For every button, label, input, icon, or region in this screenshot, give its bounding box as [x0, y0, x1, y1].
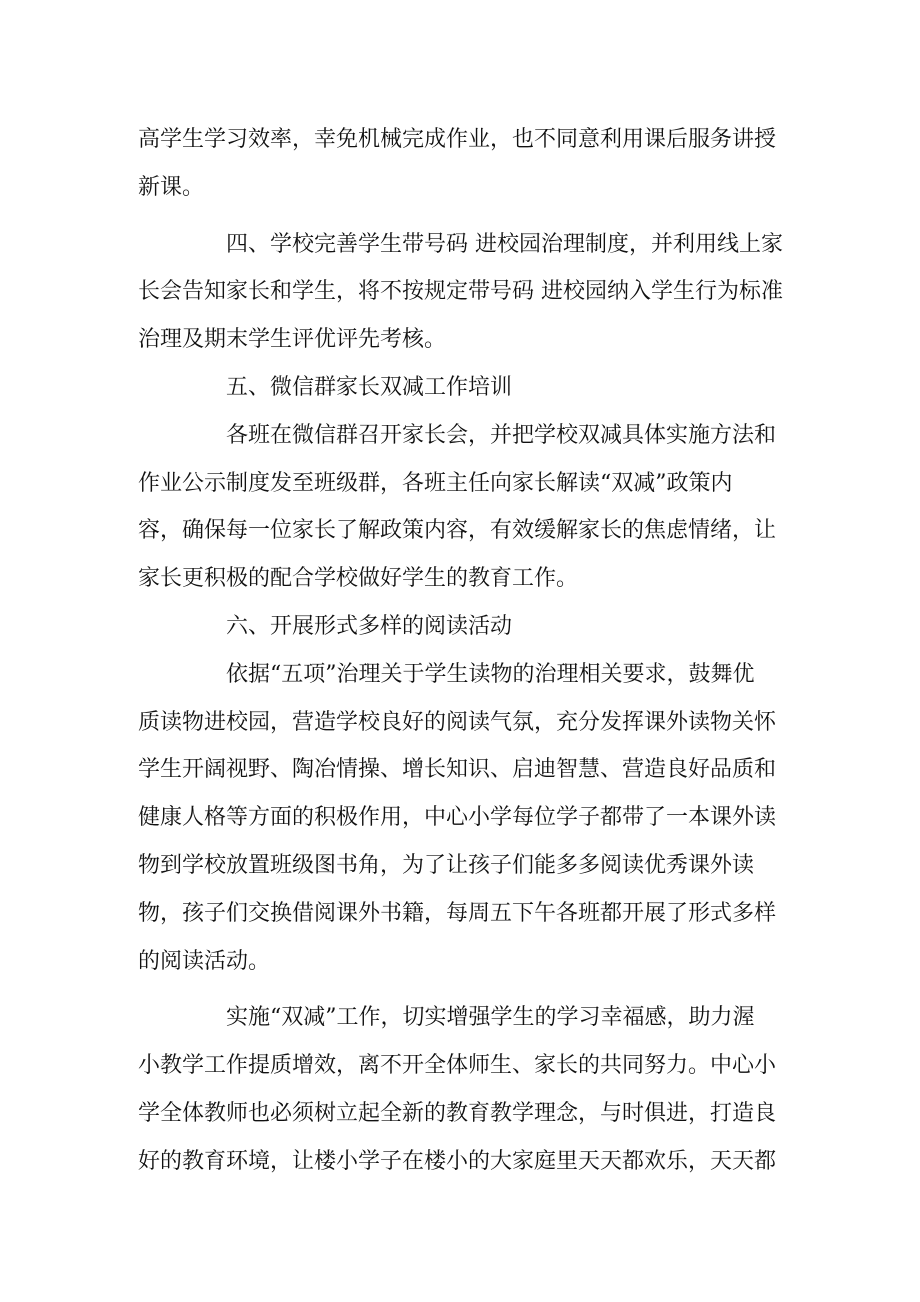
paragraph-first-line: 各班在微信群召开家长会，并把学校双减具体实施方法和: [226, 422, 777, 448]
body-line: 容，确保每一位家长了解政策内容，有效缓解家长的焦虑情绪，让: [138, 518, 777, 544]
body-line: 家长更积极的配合学校做好学生的教育工作。: [138, 566, 579, 592]
body-line: 物，孩子们交换借阅课外书籍，每周五下午各班都开展了形式多样: [138, 900, 777, 926]
document-body: [138, 116, 783, 1186]
body-line: 小教学工作提质增效，离不开全体师生、家长的共同努力。中心小: [138, 1053, 777, 1079]
body-line: 学全体教师也必须树立起全新的教育教学理念，与时俱进，打造良: [138, 1100, 777, 1126]
body-line: 作业公示制度发至班级群，各班主任向家长解读“双减”政策内: [138, 470, 733, 496]
section-heading: 五、微信群家长双减工作培训: [226, 374, 513, 400]
section-paragraph-line: 四、学校完善学生带号码 进校园治理制度，并利用线上家: [226, 231, 783, 257]
section-heading: 六、开展形式多样的阅读活动: [226, 613, 513, 639]
body-line: 新课。: [138, 174, 205, 200]
paragraph-first-line: 依据“五项”治理关于学生读物的治理相关要求，鼓舞优: [226, 661, 755, 687]
body-line: 长会告知家长和学生，将不按规定带号码 进校园纳入学生行为标准: [138, 279, 783, 305]
body-line: 好的教育环境，让楼小学子在楼小的大家庭里天天都欢乐，天天都: [138, 1148, 777, 1174]
body-line: 物到学校放置班级图书角，为了让孩子们能多多阅读优秀课外读: [138, 852, 755, 878]
body-line: 学生开阔视野、陶冶情操、增长知识、启迪智慧、营造良好品质和: [138, 757, 777, 783]
body-line: 高学生学习效率，幸免机械完成作业，也不同意利用课后服务讲授: [138, 127, 777, 152]
body-line: 质读物进校园，营造学校良好的阅读气氛，充分发挥课外读物关怀: [138, 709, 777, 735]
paragraph-first-line: 实施“双减”工作，切实增强学生的学习幸福感，助力渥: [226, 1005, 755, 1031]
body-line: 健康人格等方面的积极作用，中心小学每位学子都带了一本课外读: [138, 805, 777, 831]
body-line: 的阅读活动。: [138, 948, 271, 974]
body-line: 治理及期末学生评优评先考核。: [138, 327, 447, 353]
